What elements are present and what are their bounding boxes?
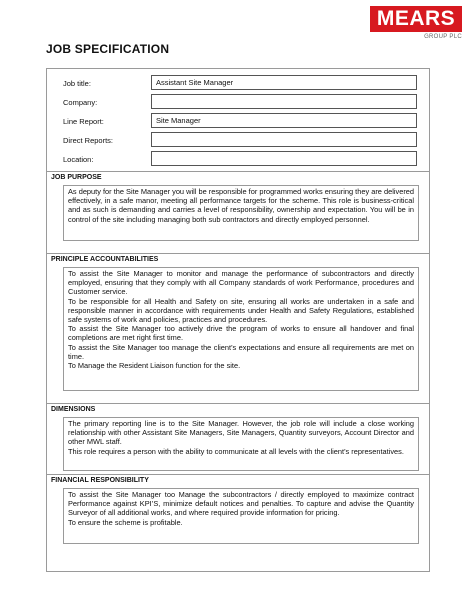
line-report-field[interactable]: Site Manager: [151, 113, 417, 128]
field-label: Job title:: [63, 79, 91, 88]
paragraph: To assist the Site Manager too Manage the subcontractors / directly employed to maximize contract Performance against KPI’S, minimize default notices and penalties. To capture and advise the Quantity Surveyor of all additional works, and where required provide information for pricing.: [68, 490, 414, 518]
company-field[interactable]: [151, 94, 417, 109]
financial-responsibility-text: [63, 488, 419, 544]
paragraph: To assist the Site Manager to monitor and manage the performance of subcontractors and directly employed, ensuring that they comply with all Company standards of work Performance, procedures and Customer service.: [68, 269, 414, 297]
paragraph: To be responsible for all Health and Safety on site, ensuring all works are undertaken in a safe and responsible manner in accordance with requirements under Health and Safety Regulations, established safe systems of work and policies, practices and procedures.: [68, 296, 414, 325]
principle-accountabilities-text: [63, 267, 419, 391]
company-logo: [370, 6, 462, 40]
paragraph: To assist the Site Manager too actively drive the program of works to ensure all handover and final completions are met right first time.: [68, 324, 414, 343]
field-label: Company:: [63, 98, 98, 107]
page-title: JOB SPECIFICATION: [46, 42, 170, 56]
paragraph: This role requires a person with the ability to communicate at all levels with the client’s representatives.: [68, 446, 404, 456]
job-spec-form: [46, 68, 430, 572]
job-title-field[interactable]: Assistant Site Manager: [151, 75, 417, 90]
location-field[interactable]: [151, 151, 417, 166]
logo-wordmark: MEARS: [370, 6, 462, 32]
job-purpose-heading: JOB PURPOSE: [47, 171, 429, 183]
direct-reports-field[interactable]: [151, 132, 417, 147]
field-label: Location:: [63, 155, 94, 164]
paragraph: To Manage the Resident Liaison function for the site.: [68, 361, 241, 371]
field-label: Line Report:: [63, 117, 104, 126]
paragraph: As deputy for the Site Manager you will be responsible for programmed works ensuring they are delivered effectively, in a safe manor, meeting all performance targets for the scheme. This role is business-critical and as such is demanding and carries a level of responsibility, ownership and expectation. You will be in control of the site including managing both sub contractors and directly employed personnel.: [68, 187, 414, 224]
dimensions-heading: DIMENSIONS: [47, 403, 429, 415]
paragraph: To assist the Site Manager too manage the client’s expectations and ensure all requirements are met on time.: [68, 342, 414, 361]
principle-accountabilities-heading: PRINCIPLE ACCOUNTABILITIES: [47, 253, 429, 265]
dimensions-text: [63, 417, 419, 471]
financial-responsibility-heading: FINANCIAL RESPONSIBILITY: [47, 474, 429, 486]
logo-subtitle: GROUP PLC: [424, 34, 462, 40]
job-purpose-text: [63, 185, 419, 241]
field-label: Direct Reports:: [63, 136, 114, 145]
paragraph: The primary reporting line is to the Site Manager. However, the job role will include a close working relationship with other Assistant Site Managers, Site Managers, Quantity surveyors, Account Director and other MWL staff.: [68, 419, 414, 447]
paragraph: To ensure the scheme is profitable.: [68, 517, 183, 527]
